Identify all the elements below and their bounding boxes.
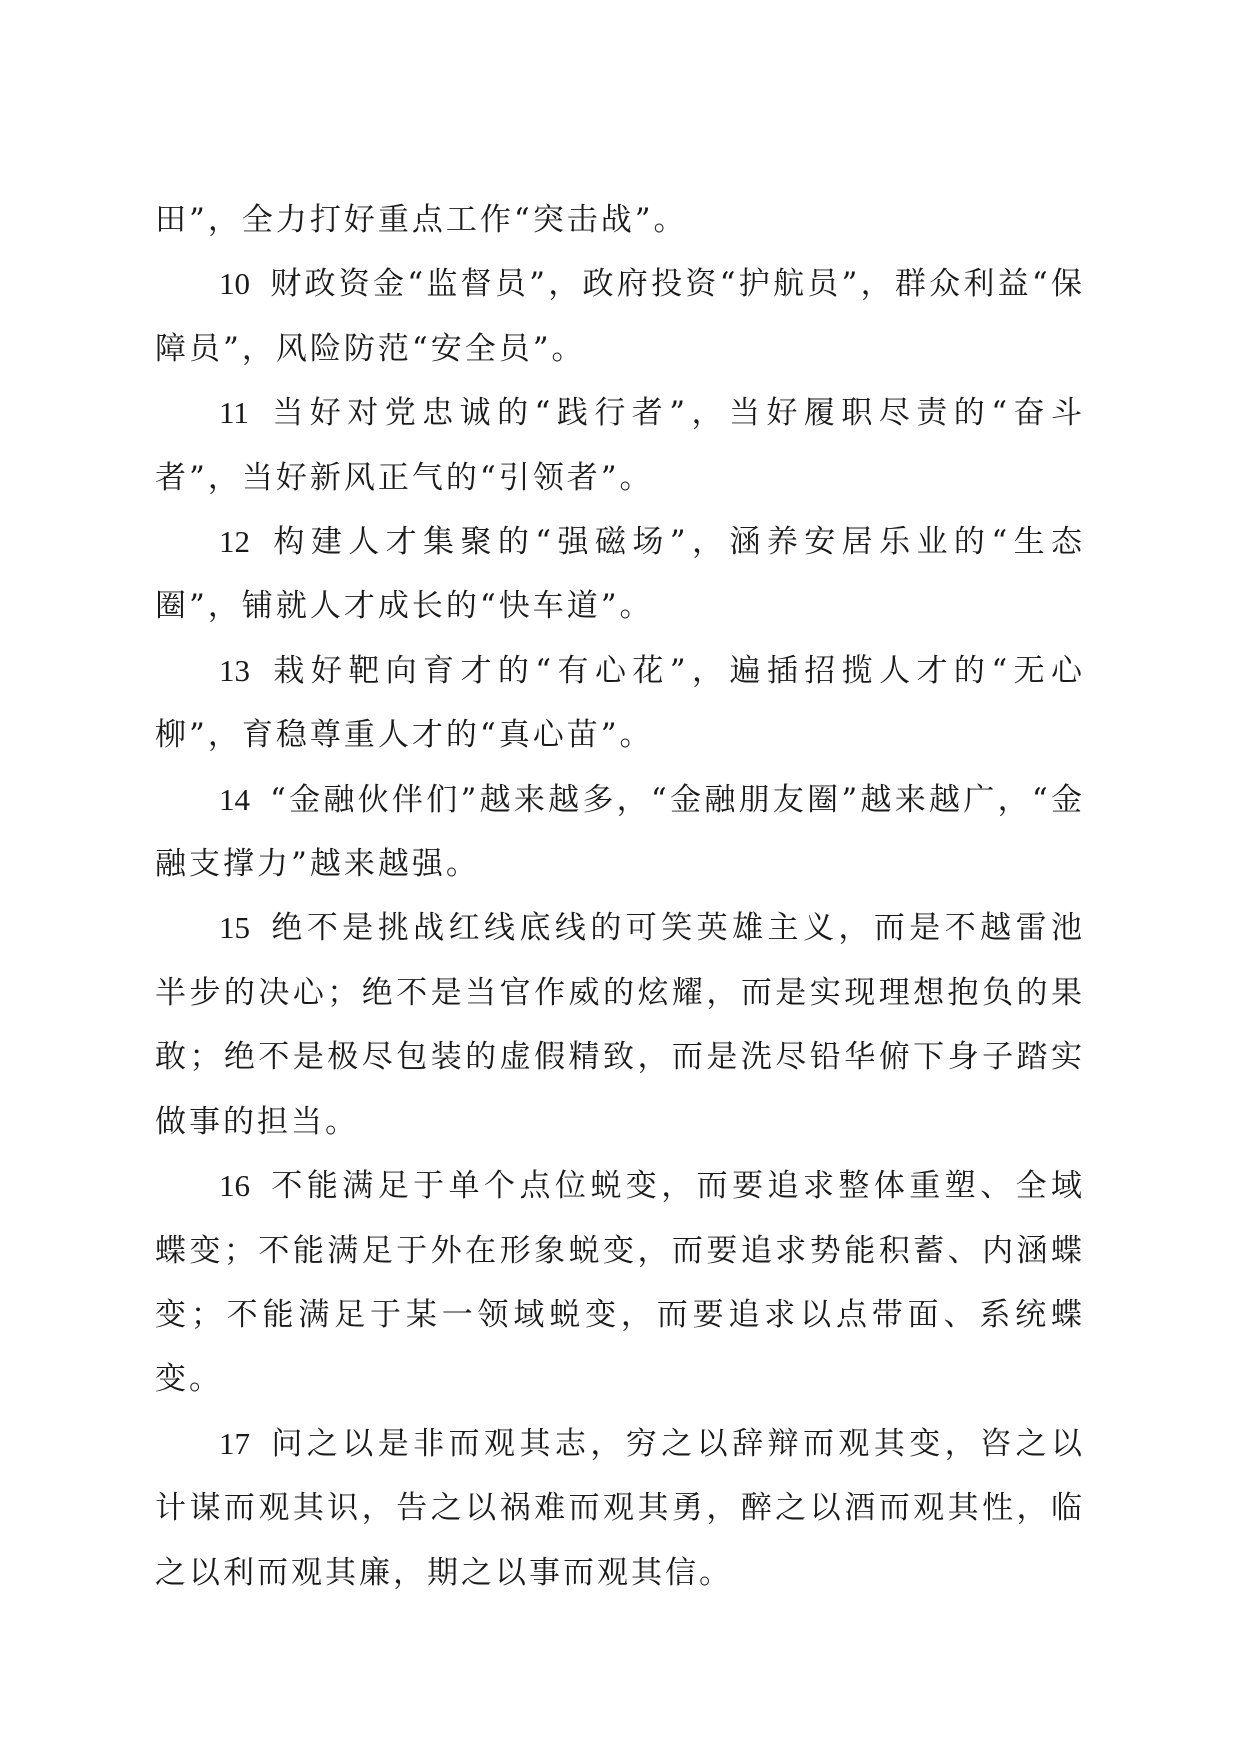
paragraph-number: 11 — [219, 395, 249, 431]
paragraph-text: 田”，全力打好重点工作“突击战”。 — [155, 202, 688, 238]
paragraph-text: 不能满足于单个点位蜕变，而要追求整体重塑、全域蝶变；不能满足于外在形象蜕变，而要追求势能积蓄、内涵蝶变；不能满足于某一领域蜕变，而要追求以点带面、系统蝶变。 — [155, 1168, 1085, 1398]
paragraph-number: 14 — [219, 781, 250, 817]
paragraph-text: “金融伙伴们”越来越多，“金融朋友圈”越来越广，“金融支撑力”越来越强。 — [155, 781, 1085, 883]
paragraph-item-14 — [155, 768, 1085, 897]
paragraph-item-16 — [155, 1154, 1085, 1412]
paragraph-number: 10 — [219, 266, 250, 302]
paragraph-item-12 — [155, 510, 1085, 639]
paragraph-text: 问之以是非而观其志，穷之以辞辩而观其变，咨之以计谋而观其识，告之以祸难而观其勇，醉之以酒而观其性，临之以利而观其廉，期之以事而观其信。 — [155, 1425, 1085, 1591]
paragraph-continuation — [155, 188, 1085, 252]
paragraph-item-15 — [155, 896, 1085, 1154]
paragraph-text: 栽好靶向育才的“有心花”，遍插招揽人才的“无心柳”，育稳尊重人才的“真心苗”。 — [155, 652, 1085, 754]
paragraph-item-10 — [155, 252, 1085, 381]
paragraph-text: 构建人才集聚的“强磁场”，涵养安居乐业的“生态圈”，铺就人才成长的“快车道”。 — [155, 524, 1085, 625]
paragraph-number: 17 — [219, 1425, 250, 1461]
paragraph-number: 15 — [219, 910, 250, 946]
paragraph-text: 当好对党忠诚的“践行者”，当好履职尽责的“奋斗者”，当好新风正气的“引领者”。 — [155, 395, 1085, 496]
paragraph-number: 13 — [219, 652, 250, 688]
paragraph-item-13 — [155, 639, 1085, 768]
paragraph-number: 16 — [219, 1168, 250, 1204]
paragraph-item-11 — [155, 381, 1085, 510]
paragraph-number: 12 — [219, 524, 250, 560]
document-body — [155, 188, 1085, 1605]
paragraph-text: 财政资金“监督员”，政府投资“护航员”，群众利益“保障员”，风险防范“安全员”。 — [155, 266, 1085, 367]
paragraph-item-17 — [155, 1412, 1085, 1605]
paragraph-text: 绝不是挑战红线底线的可笑英雄主义，而是不越雷池半步的决心；绝不是当官作威的炫耀，而是实现理想抱负的果敢；绝不是极尽包装的虚假精致，而是洗尽铅华俯下身子踏实做事的担当。 — [155, 910, 1085, 1140]
